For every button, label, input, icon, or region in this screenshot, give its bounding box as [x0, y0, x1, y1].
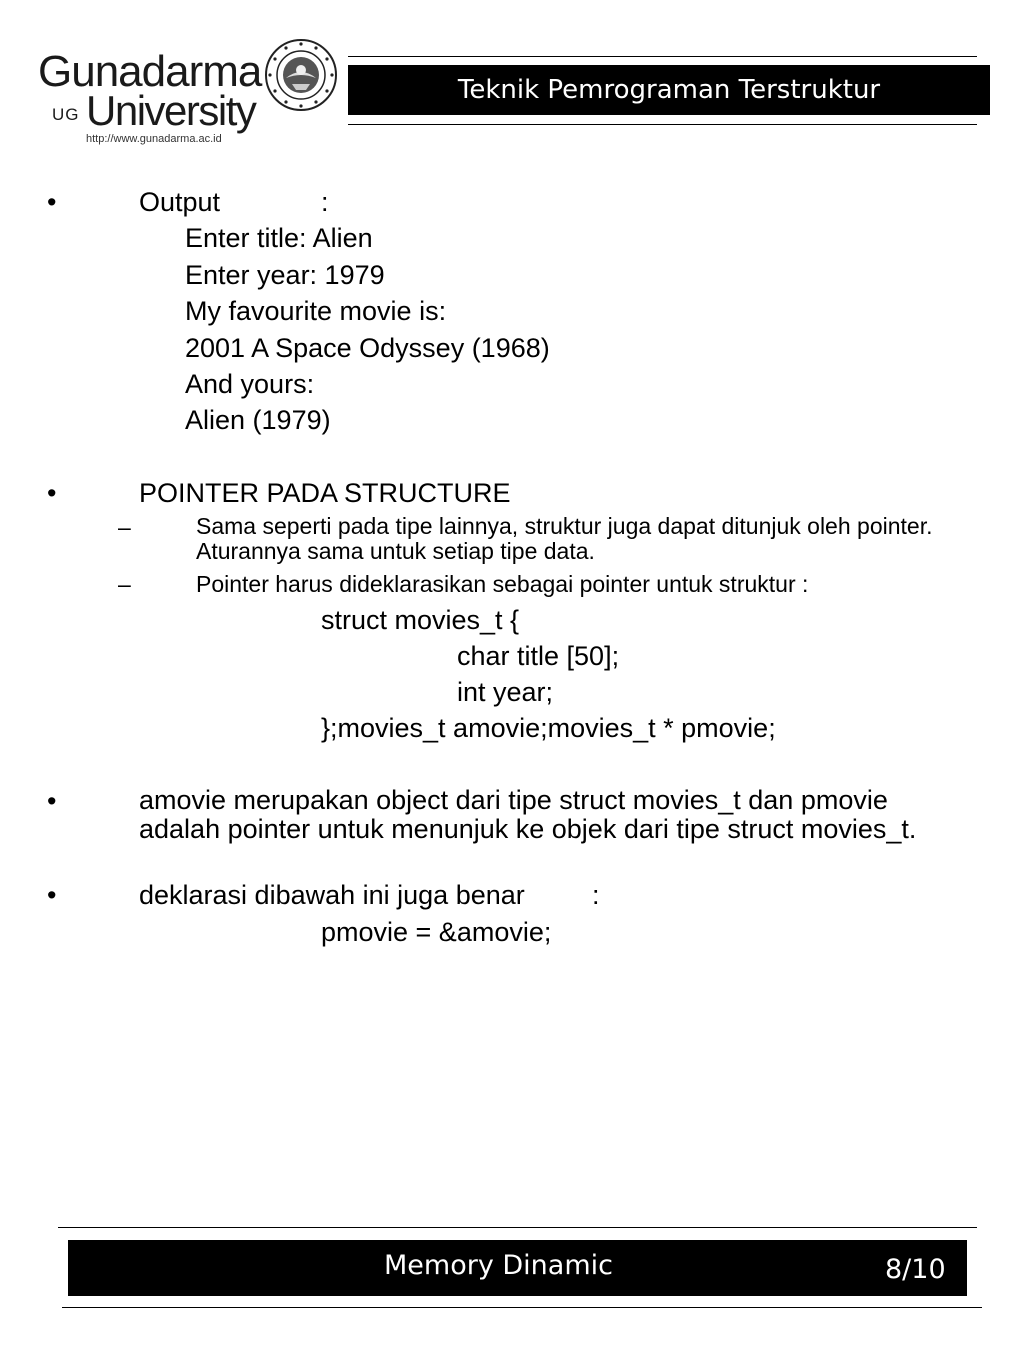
- header-top-rule: [348, 56, 977, 57]
- output-line: 2001 A Space Odyssey (1968): [185, 333, 550, 363]
- output-line: And yours:: [185, 369, 315, 399]
- bullet-marker: •: [47, 880, 57, 910]
- explanation-text: amovie merupakan object dari tipe struct movies_t dan pmovie adalah pointer untuk menunjuk ke objek dari tipe struct movies_t.: [139, 785, 917, 844]
- logo-ug-mark: UG: [52, 105, 80, 124]
- footer-bar: [68, 1240, 967, 1296]
- code-line: char title [50];: [457, 641, 620, 671]
- dash-marker: –: [118, 514, 131, 540]
- output-line: Alien (1979): [185, 405, 331, 435]
- output-colon: :: [321, 187, 329, 217]
- code-line: };movies_t amovie;movies_t * pmovie;: [321, 713, 776, 743]
- declaration-label: deklarasi dibawah ini juga benar: [139, 880, 525, 910]
- sub-item-text: Pointer harus dideklarasikan sebagai pointer untuk struktur :: [196, 571, 809, 597]
- output-line: Enter title: Alien: [185, 223, 373, 253]
- logo-university-text: University: [86, 87, 256, 134]
- output-line: Enter year: 1979: [185, 260, 385, 290]
- code-line: int year;: [457, 677, 554, 707]
- output-label: Output: [139, 187, 221, 217]
- footer-bottom-rule: [62, 1307, 982, 1308]
- footer-title: Memory Dinamic: [384, 1250, 613, 1281]
- bullet-marker: •: [47, 786, 57, 816]
- header-bottom-rule: [348, 124, 977, 125]
- logo-gunadarma-text: Gunadarma: [38, 47, 262, 96]
- logo-url: http://www.gunadarma.ac.id: [86, 133, 222, 145]
- declaration-colon: :: [592, 880, 600, 910]
- output-line: My favourite movie is:: [185, 296, 447, 326]
- footer-top-rule: [58, 1227, 977, 1228]
- bullet-marker: •: [47, 478, 57, 508]
- dash-marker: –: [118, 571, 131, 597]
- header-title: Teknik Pemrograman Terstruktur: [457, 75, 881, 105]
- bullet-marker: •: [47, 187, 57, 217]
- code-line: struct movies_t {: [321, 605, 520, 635]
- header-title-bar: [348, 65, 990, 115]
- page-number: 8/10: [885, 1254, 946, 1285]
- sub-item-text: Sama seperti pada tipe lainnya, struktur juga dapat ditunjuk oleh pointer. Aturannya sama untuk setiap tipe data.: [196, 513, 933, 564]
- declaration-code: pmovie = &amovie;: [321, 917, 552, 947]
- university-seal-icon: [264, 38, 338, 112]
- section-title: POINTER PADA STRUCTURE: [139, 478, 511, 508]
